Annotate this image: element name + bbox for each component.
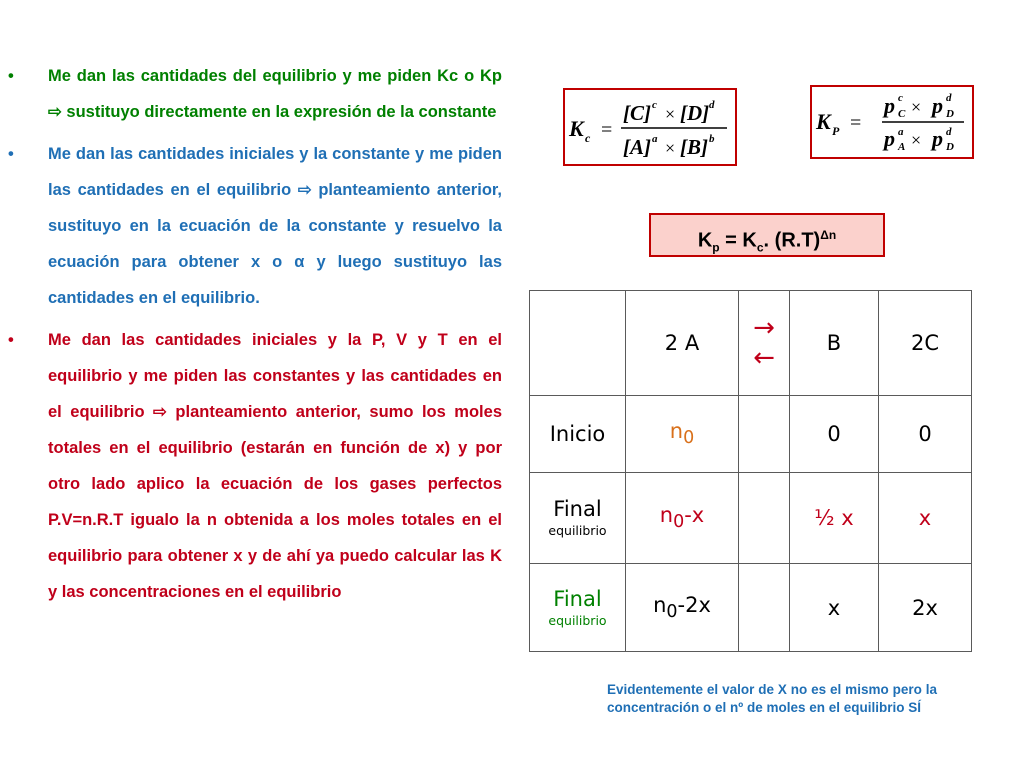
row-label-text: Final (553, 586, 602, 611)
header-empty-cell (530, 291, 626, 396)
kc-lhs-sub: c (585, 131, 591, 145)
kc-lhs: K (569, 116, 584, 141)
bullet-item-3 (8, 322, 502, 610)
kp-kc-exp: Δn (820, 228, 837, 242)
bullet-dot: • (8, 145, 14, 163)
header-product-b: B (790, 291, 879, 396)
row-sublabel: equilibrio (548, 523, 607, 538)
kp-num-p-b: p (932, 93, 943, 118)
equilibrium-table (529, 290, 972, 652)
kp-formula-box (810, 85, 974, 159)
kp-num-a-sup: c (898, 92, 903, 104)
kp-den-p-a: p (884, 126, 895, 151)
cell-a (626, 564, 739, 652)
row-label-text: Final (553, 497, 602, 521)
kp-kc-eq: = K (719, 229, 757, 252)
cell-a-rest: -x (684, 503, 705, 528)
cell-a-sub: 0 (673, 512, 685, 533)
kc-num-b: [D] (680, 101, 710, 125)
kp-den-a-sup: a (898, 126, 904, 138)
cell-a (626, 473, 739, 564)
cell-b: 0 (790, 396, 879, 473)
cell-a-sub: 0 (666, 602, 678, 623)
kc-formula (565, 90, 735, 164)
cell-a-n: n (653, 592, 667, 617)
kc-den-a-sup: a (652, 133, 658, 145)
kc-num-b-sup: d (709, 99, 715, 111)
kc-times: × (665, 104, 676, 124)
row-label (530, 396, 626, 473)
bullet-text: Me dan las cantidades iniciales y la constante y me piden las cantidades en el equilibrio ⇨ planteamiento anterior, sustituyo en la ecuación de la constante y resuelvo la ecuación para obtener x o α y luego sustituyo las cantidades en el equilibrio. (48, 145, 502, 307)
bullet-item-1 (8, 58, 502, 130)
cell-arrow-empty (739, 564, 790, 652)
kp-num-a-sub: C (898, 108, 906, 120)
kp-kc-k: K (697, 229, 713, 252)
kp-times: × (911, 97, 922, 117)
bullet-item-2 (8, 136, 502, 316)
row-label-text: Inicio (549, 422, 606, 446)
cell-c: 0 (879, 396, 972, 473)
kc-times-2: × (665, 138, 676, 158)
header-equilibrium-arrows (739, 291, 790, 396)
bullet-text: Me dan las cantidades del equilibrio y me piden Kc o Kp ⇨ sustituyo directamente en la expresión de la constante (48, 67, 502, 121)
kp-den-a-sub: A (898, 141, 906, 153)
note-text: Evidentemente el valor de X no es el mismo pero la concentración o el nº de moles en el equilibrio SÍ (607, 682, 937, 715)
cell-a-sub: 0 (683, 428, 695, 449)
row-label (530, 564, 626, 652)
kp-eq: = (850, 112, 862, 134)
kc-den-b-sup: b (709, 133, 715, 145)
arrow-left-icon: ← (753, 343, 775, 373)
kp-num-b-sub: D (946, 108, 954, 120)
cell-b: x (790, 564, 879, 652)
kp-kc-p-sub: p (712, 240, 720, 255)
kp-den-b-sup: d (946, 126, 952, 138)
kp-den-b-sub: D (946, 141, 954, 153)
cell-c: x (879, 473, 972, 564)
bullet-dot: • (8, 67, 14, 85)
bullet-text: Me dan las cantidades iniciales y la P, V y T en el equilibrio y me piden las constantes y las cantidades en el equilibrio ⇨ planteamiento anterior, sumo los moles totales en el equilibrio (estarán en función de x) y por otro lado aplico la ecuación de los gases perfectos P.V=n.R.T igualo la n obtenida a los moles totales en el equilibrio para obtener x y de ahí ya puedo calcular las K y las concentraciones en el equilibrio (48, 331, 502, 601)
table-row (530, 473, 972, 564)
cell-a-n: n (659, 503, 674, 528)
kc-num-a-sup: c (652, 99, 657, 111)
kc-den-a: [A] (623, 135, 651, 159)
cell-arrow-empty (739, 396, 790, 473)
cell-a (626, 396, 739, 473)
cell-a-rest: -2x (677, 592, 711, 617)
kc-eq: = (601, 119, 613, 141)
kp-kc-relation (649, 213, 885, 257)
kp-num-p-a: p (884, 93, 895, 118)
header-product-c: 2C (879, 291, 972, 396)
table-row (530, 396, 972, 473)
kc-formula-box (563, 88, 737, 166)
kp-lhs-sub: P (832, 124, 840, 138)
arrow-right-icon: → (753, 313, 775, 343)
row-sublabel: equilibrio (548, 612, 607, 628)
kc-den-b: [B] (680, 135, 708, 159)
table-row (530, 564, 972, 652)
kc-num-a: [C] (623, 101, 651, 125)
kp-den-p-b: p (932, 126, 943, 151)
kp-lhs: K (816, 109, 831, 134)
kp-kc-rest: . (R.T) (763, 229, 821, 252)
bullet-dot: • (8, 331, 14, 349)
cell-arrow-empty (739, 473, 790, 564)
cell-a-n: n (669, 419, 684, 444)
kp-num-b-sup: d (946, 92, 952, 104)
cell-c: 2x (879, 564, 972, 652)
table-header-row (530, 291, 972, 396)
kp-times-2: × (911, 130, 922, 150)
kp-formula (812, 87, 972, 157)
cell-b: ½ x (790, 473, 879, 564)
header-reactant-a: 2 A (626, 291, 739, 396)
kp-kc-c-sub: c (756, 240, 764, 255)
bullet-list (8, 58, 502, 616)
row-label (530, 473, 626, 564)
